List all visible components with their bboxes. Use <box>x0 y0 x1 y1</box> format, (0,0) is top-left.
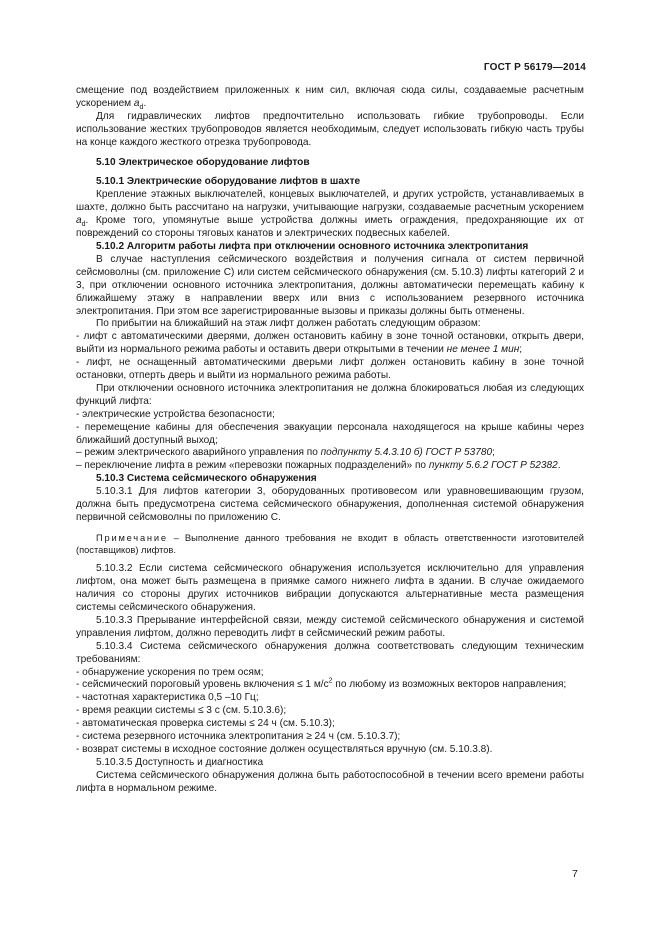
text: - сейсмический пороговый уровень включения ≤ 1 м/с <box>76 679 329 691</box>
list-item-func: - перемещение кабины для обеспечения эвакуации персонала находящегося на крыше кабины через ближайший доступный выход; <box>76 421 584 446</box>
document-header: ГОСТ Р 56179—2014 <box>483 62 586 73</box>
text: по любому из возможных векторов направления; <box>332 679 567 691</box>
paragraph-intro <box>76 85 584 111</box>
paragraph-no-block: При отключении основного источника электропитания не должна блокироваться любая из следующих функций лифта: <box>76 382 584 407</box>
text: . <box>143 97 147 109</box>
heading-5-10-3-5: 5.10.3.5 Доступность и диагностика <box>96 756 264 768</box>
heading-5-10-3: 5.10.3 Система сейсмического обнаружения <box>96 473 317 485</box>
text: . <box>557 460 561 472</box>
document-body <box>76 85 584 796</box>
paragraph-5-10-3-1: 5.10.3.1 Для лифтов категории 3, оборудованных противовесом или уравновешивающим грузом, должна быть предусмотрена система сейсмического обнаружения, дополненная системой обнаружения первичной сейсмоволны по приложению С. <box>76 486 584 523</box>
heading-5-10: 5.10 Электрическое оборудование лифтов <box>96 156 310 168</box>
text: смещение под воздействием приложенных к ним сил, включая сюда силы, создаваемые расчетным ускорением <box>76 85 584 109</box>
italic-text: не менее 1 мин <box>446 344 520 356</box>
text: ; <box>519 344 523 356</box>
list-item-fire-mode <box>76 460 584 473</box>
heading-5-10-2: 5.10.2 Алгоритм работы лифта при отключении основного источника электропитания <box>96 240 529 252</box>
subscript: d <box>139 103 144 111</box>
page-number: 7 <box>572 868 578 880</box>
list-item-req: - обнаружение ускорения по трем осям; <box>76 666 264 678</box>
paragraph-5-10-1 <box>76 189 584 241</box>
text: Крепление этажных выключателей, концевых выключателей, и других устройств, устанавливаемых в шахте, должно быть рассчитано на нагрузки, учитывающие нагрузки, создаваемые расчетным ускорением <box>76 189 584 214</box>
list-item-func: - электрические устройства безопасности; <box>76 408 275 420</box>
note-label: Примечание <box>96 532 168 543</box>
italic-text: подпункту 5.4.3.10 б) ГОСТ Р 53780 <box>320 447 493 459</box>
note-text: – Выполнение данного требования не входит в область ответственности изготовителей (поставщиков) лифтов. <box>76 532 584 556</box>
list-item-req: - автоматическая проверка системы ≤ 24 ч (см. 5.10.3); <box>76 718 335 730</box>
list-item-req: - возврат системы в исходное состояние должен осуществляться вручную (см. 5.10.3.8). <box>76 744 493 755</box>
heading-5-10-1: 5.10.1 Электрические оборудование лифтов в шахте <box>96 176 361 188</box>
text: - лифт с автоматическими дверями, должен остановить кабину в зоне точной остановки, открыть двери, выйти из нормального режима работы и оставить двери открытыми в течении <box>76 331 584 356</box>
paragraph-5-10-3-4: 5.10.3.4 Система сейсмического обнаружения должна соответствовать следующим техническим требованиям: <box>76 640 584 665</box>
paragraph-hydraulic: Для гидравлических лифтов предпочтительно использовать гибкие трубопроводы. Если использование жестких трубопроводов является необходимым, следует использовать гибкую часть трубы на конце каждого жесткого отрезка трубопровода. <box>76 110 584 148</box>
list-item-emergency-mode <box>76 447 584 460</box>
list-item-req-threshold <box>76 679 584 692</box>
italic-text: пункту 5.6.2 ГОСТ Р 52382 <box>428 460 558 472</box>
paragraph-manual-doors: - лифт, не оснащенный автоматическими дверьми лифт должен остановить кабину в зоне точной остановки, отперть дверь и выйти из нормального режима работы. <box>76 357 584 382</box>
symbol: a <box>76 215 82 227</box>
paragraph-auto-doors <box>76 331 584 357</box>
paragraph-5-10-2b: По прибытии на ближайший на этаж лифт должен работать следующим образом: <box>96 318 481 330</box>
note <box>76 532 584 556</box>
paragraph-5-10-3-3: 5.10.3.3 Прерывание интерфейсной связи, между системой сейсмического обнаружения и системой управления лифтом, должно переводить лифт в сейсмический режим работы. <box>76 614 584 639</box>
text: ; <box>492 447 495 459</box>
list-item-req: - частотная характеристика 0,5 –10 Гц; <box>76 692 259 704</box>
subscript: d <box>81 221 86 229</box>
text: – режим электрического аварийного управления по <box>76 447 321 459</box>
paragraph-5-10-3-5: Система сейсмического обнаружения должна быть работоспособной в течении всего времени работы лифта в нормальном режиме. <box>76 769 584 794</box>
paragraph-5-10-3-2: 5.10.3.2 Если система сейсмического обнаружения используется исключительно для управления лифтом, она может быть размещена в приямке самого нижнего лифта в здании. В случае ожидаемого наличия со стороны других источников вибрации допускаются альтернативные места размещения системы сейсмического обнаружения. <box>76 563 584 614</box>
paragraph-5-10-2a: В случае наступления сейсмического воздействия и получения сигнала от систем первичной сейсмоволны (см. приложение С) или систем сейсмического обнаружения (см. 5.10.3) лифты категорий 2 и 3, при отключении основного источника электропитания, должны автоматически перемещать кабину к ближайшему этажу в направлении вверх или вниз с использованием резервного источника электропитания. При этом все зарегистрированные вызовы и приказы должны быть отменены. <box>76 253 584 317</box>
text: – переключение лифта в режим «перевозки пожарных подразделений» по <box>76 460 429 472</box>
list-item-req: - время реакции системы ≤ 3 с (см. 5.10.3.6); <box>76 705 287 717</box>
symbol: a <box>133 97 140 109</box>
list-item-req: - система резервного источника электропитания ≥ 24 ч (см. 5.10.3.7); <box>76 731 401 743</box>
text: . Кроме того, упомянутые выше устройства должны иметь ограждения, предохраняющие их от повреждений со стороны тяговых канатов и электрических подвесных кабелей. <box>76 215 584 240</box>
superscript: 2 <box>328 678 333 686</box>
